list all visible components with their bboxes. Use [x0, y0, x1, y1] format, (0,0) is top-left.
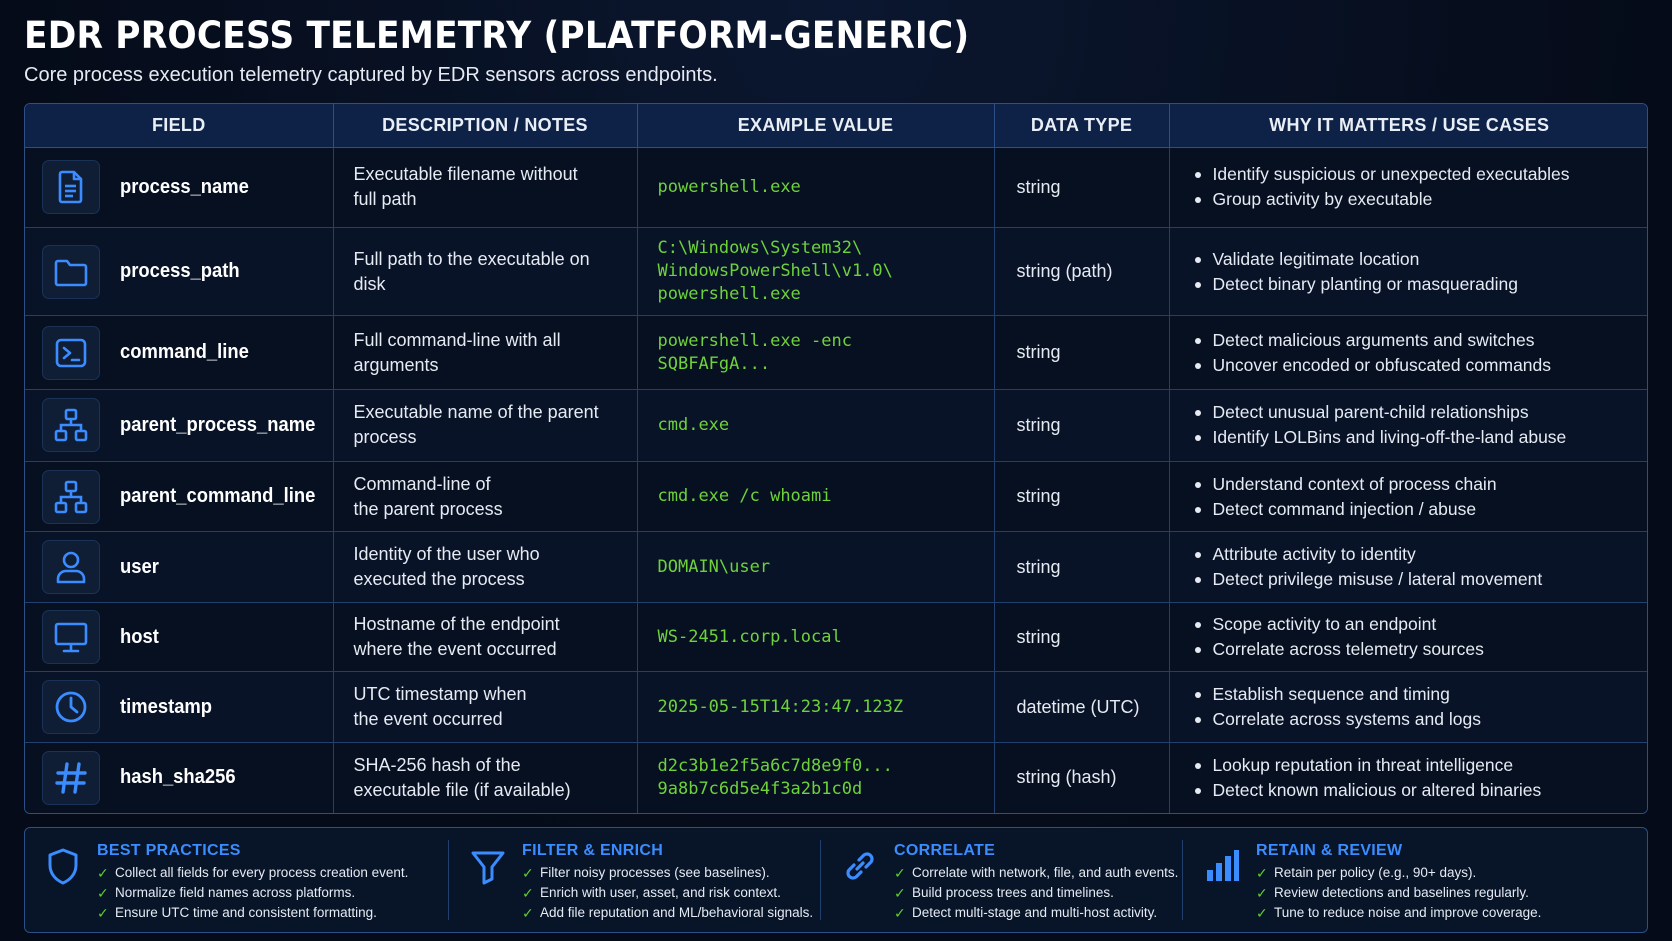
footer-panel-title: RETAIN & REVIEW: [1256, 842, 1403, 859]
table-row: [25, 390, 1648, 462]
clock-icon: [42, 680, 100, 734]
use-case-item: Lookup reputation in threat intelligence: [1192, 753, 1628, 778]
use-case-item: Detect privilege misuse / lateral movement: [1192, 567, 1628, 592]
check-icon: ✓: [522, 885, 534, 901]
check-icon: ✓: [522, 865, 534, 881]
field-description: Command-line of the parent process: [353, 473, 503, 519]
use-case-item: Detect command injection / abuse: [1192, 497, 1628, 522]
footer-list-item: [1256, 863, 1541, 883]
use-case-list: [1192, 328, 1628, 378]
page-title: EDR PROCESS TELEMETRY (PLATFORM-GENERIC): [24, 14, 970, 57]
example-value: WS-2451.corp.local: [657, 626, 842, 647]
field-description: Full path to the executable on disk: [353, 248, 590, 294]
use-case-item: Correlate across systems and logs: [1192, 707, 1628, 732]
footer-list: [97, 863, 408, 923]
field-name: host: [120, 625, 159, 648]
use-case-item: Validate legitimate location: [1192, 247, 1628, 272]
footer-list-item: [522, 883, 813, 903]
use-case-item: Correlate across telemetry sources: [1192, 637, 1628, 662]
footer-panel-correlate: [820, 828, 1182, 932]
field-description: Identity of the user who executed the process: [353, 544, 540, 590]
use-case-item: Uncover encoded or obfuscated commands: [1192, 353, 1628, 378]
use-case-item: Identify suspicious or unexpected executables: [1192, 162, 1628, 187]
field-name: process_name: [120, 175, 249, 198]
data-type: string: [1016, 176, 1061, 197]
bar-chart-icon: [1198, 828, 1246, 932]
check-icon: ✓: [894, 905, 906, 921]
field-name: process_path: [120, 260, 240, 283]
field-name: user: [120, 555, 159, 578]
hierarchy-icon: [42, 470, 100, 524]
use-case-list: [1192, 542, 1628, 592]
user-icon: [42, 540, 100, 594]
footer-item-text: Ensure UTC time and consistent formatting.: [115, 905, 377, 920]
table-row: [25, 532, 1648, 603]
use-case-list: [1192, 247, 1628, 297]
footer-list-item: [97, 903, 408, 923]
hierarchy-icon: [42, 398, 100, 452]
telemetry-table: [24, 103, 1648, 814]
check-icon: ✓: [97, 905, 109, 921]
folder-icon: [42, 245, 100, 299]
footer-list: [1256, 863, 1541, 923]
footer-list-item: [522, 863, 813, 883]
data-type: string: [1016, 626, 1061, 647]
monitor-icon: [42, 610, 100, 664]
header-data-type: DATA TYPE: [994, 104, 1169, 147]
field-name: command_line: [120, 341, 249, 364]
footer-item-text: Normalize field names across platforms.: [115, 885, 356, 900]
document-icon: [42, 160, 100, 214]
example-value: 2025-05-15T14:23:47.123Z: [657, 696, 904, 717]
check-icon: ✓: [97, 885, 109, 901]
footer-list-item: [1256, 883, 1541, 903]
table-row: [25, 461, 1648, 532]
example-value: DOMAIN\user: [657, 556, 771, 577]
footer-item-text: Detect multi-stage and multi-host activity.: [912, 905, 1158, 920]
check-icon: ✓: [894, 885, 906, 901]
use-case-item: Group activity by executable: [1192, 187, 1628, 212]
footer-list-item: [894, 903, 1178, 923]
footer-item-text: Enrich with user, asset, and risk context.: [540, 885, 781, 900]
footer-list-item: [894, 883, 1178, 903]
footer-item-text: Build process trees and timelines.: [912, 885, 1114, 900]
table-row: [25, 227, 1648, 316]
use-case-item: Detect malicious arguments and switches: [1192, 328, 1628, 353]
header-field: FIELD: [25, 104, 333, 147]
footer-list-item: [97, 883, 408, 903]
footer-item-text: Review detections and baselines regularly.: [1274, 885, 1529, 900]
footer-panel-retain-review: [1182, 828, 1647, 932]
use-case-list: [1192, 472, 1628, 522]
header-why-it-matters: WHY IT MATTERS / USE CASES: [1169, 104, 1648, 147]
table-row: [25, 316, 1648, 390]
example-value: powershell.exe: [657, 176, 801, 197]
field-name: hash_sha256: [120, 766, 236, 789]
filter-icon: [464, 828, 512, 932]
footer-item-text: Tune to reduce noise and improve coverage.: [1274, 905, 1542, 920]
shield-icon: [39, 828, 87, 932]
hash-icon: [42, 751, 100, 805]
footer-item-text: Filter noisy processes (see baselines).: [540, 865, 770, 880]
data-type: string: [1016, 556, 1061, 577]
footer-list-item: [894, 863, 1178, 883]
field-description: Hostname of the endpoint where the event occurred: [353, 614, 560, 660]
data-type: string (path): [1016, 261, 1113, 282]
data-type: datetime (UTC): [1016, 696, 1140, 717]
use-case-item: Detect unusual parent-child relationships: [1192, 400, 1628, 425]
terminal-icon: [42, 326, 100, 380]
example-value: cmd.exe /c whoami: [657, 486, 832, 507]
data-type: string (hash): [1016, 767, 1117, 788]
use-case-list: [1192, 162, 1628, 212]
check-icon: ✓: [894, 865, 906, 881]
check-icon: ✓: [522, 905, 534, 921]
footer-list-item: [97, 863, 408, 883]
check-icon: ✓: [1256, 905, 1268, 921]
table-row: [25, 147, 1648, 227]
example-value: C:\Windows\System32\ WindowsPowerShell\v1.0\ powershell.exe: [657, 238, 893, 305]
footer-panels: [24, 827, 1648, 933]
field-description: Executable name of the parent process: [353, 402, 599, 448]
footer-panel-best-practices: [25, 828, 448, 932]
example-value: powershell.exe -enc SQBFAFgA...: [657, 330, 852, 374]
footer-panel-filter-enrich: [448, 828, 820, 932]
use-case-item: Detect binary planting or masquerading: [1192, 272, 1628, 297]
check-icon: ✓: [97, 865, 109, 881]
field-description: UTC timestamp when the event occurred: [353, 684, 527, 730]
example-value: cmd.exe: [657, 414, 730, 435]
footer-item-text: Retain per policy (e.g., 90+ days).: [1274, 865, 1477, 880]
field-name: parent_process_name: [120, 413, 316, 436]
use-case-item: Establish sequence and timing: [1192, 682, 1628, 707]
table-row: [25, 672, 1648, 743]
footer-item-text: Correlate with network, file, and auth events.: [912, 865, 1179, 880]
data-type: string: [1016, 486, 1061, 507]
footer-list-item: [522, 903, 813, 923]
use-case-item: Attribute activity to identity: [1192, 542, 1628, 567]
use-case-item: Detect known malicious or altered binaries: [1192, 778, 1628, 803]
use-case-list: [1192, 612, 1628, 662]
link-icon: [836, 828, 884, 932]
footer-panel-title: BEST PRACTICES: [97, 842, 241, 859]
check-icon: ✓: [1256, 885, 1268, 901]
footer-list-item: [1256, 903, 1541, 923]
use-case-item: Scope activity to an endpoint: [1192, 612, 1628, 637]
data-type: string: [1016, 414, 1061, 435]
header-description: DESCRIPTION / NOTES: [333, 104, 637, 147]
page-subtitle: Core process execution telemetry captured by EDR sensors across endpoints.: [24, 64, 718, 86]
example-value: d2c3b1e2f5a6c7d8e9f0... 9a8b7c6d5e4f3a2b1c0d: [657, 755, 893, 799]
field-description: Full command-line with all arguments: [353, 329, 561, 375]
use-case-list: [1192, 400, 1628, 450]
footer-item-text: Collect all fields for every process creation event.: [115, 865, 409, 880]
footer-panel-title: CORRELATE: [894, 842, 996, 859]
field-description: Executable filename without full path: [353, 164, 578, 210]
use-case-item: Understand context of process chain: [1192, 472, 1628, 497]
field-description: SHA-256 hash of the executable file (if available): [353, 754, 571, 800]
field-name: timestamp: [120, 695, 213, 718]
header-example-value: EXAMPLE VALUE: [637, 104, 994, 147]
table-row: [25, 602, 1648, 671]
footer-panel-title: FILTER & ENRICH: [522, 842, 664, 859]
check-icon: ✓: [1256, 865, 1268, 881]
use-case-list: [1192, 682, 1628, 732]
footer-item-text: Add file reputation and ML/behavioral signals.: [540, 905, 814, 920]
field-name: parent_command_line: [120, 485, 316, 508]
data-type: string: [1016, 342, 1061, 363]
table-header-row: [25, 104, 1648, 147]
footer-list: [894, 863, 1178, 923]
footer-list: [522, 863, 813, 923]
table-row: [25, 742, 1648, 813]
use-case-item: Identify LOLBins and living-off-the-land abuse: [1192, 425, 1628, 450]
use-case-list: [1192, 753, 1628, 803]
